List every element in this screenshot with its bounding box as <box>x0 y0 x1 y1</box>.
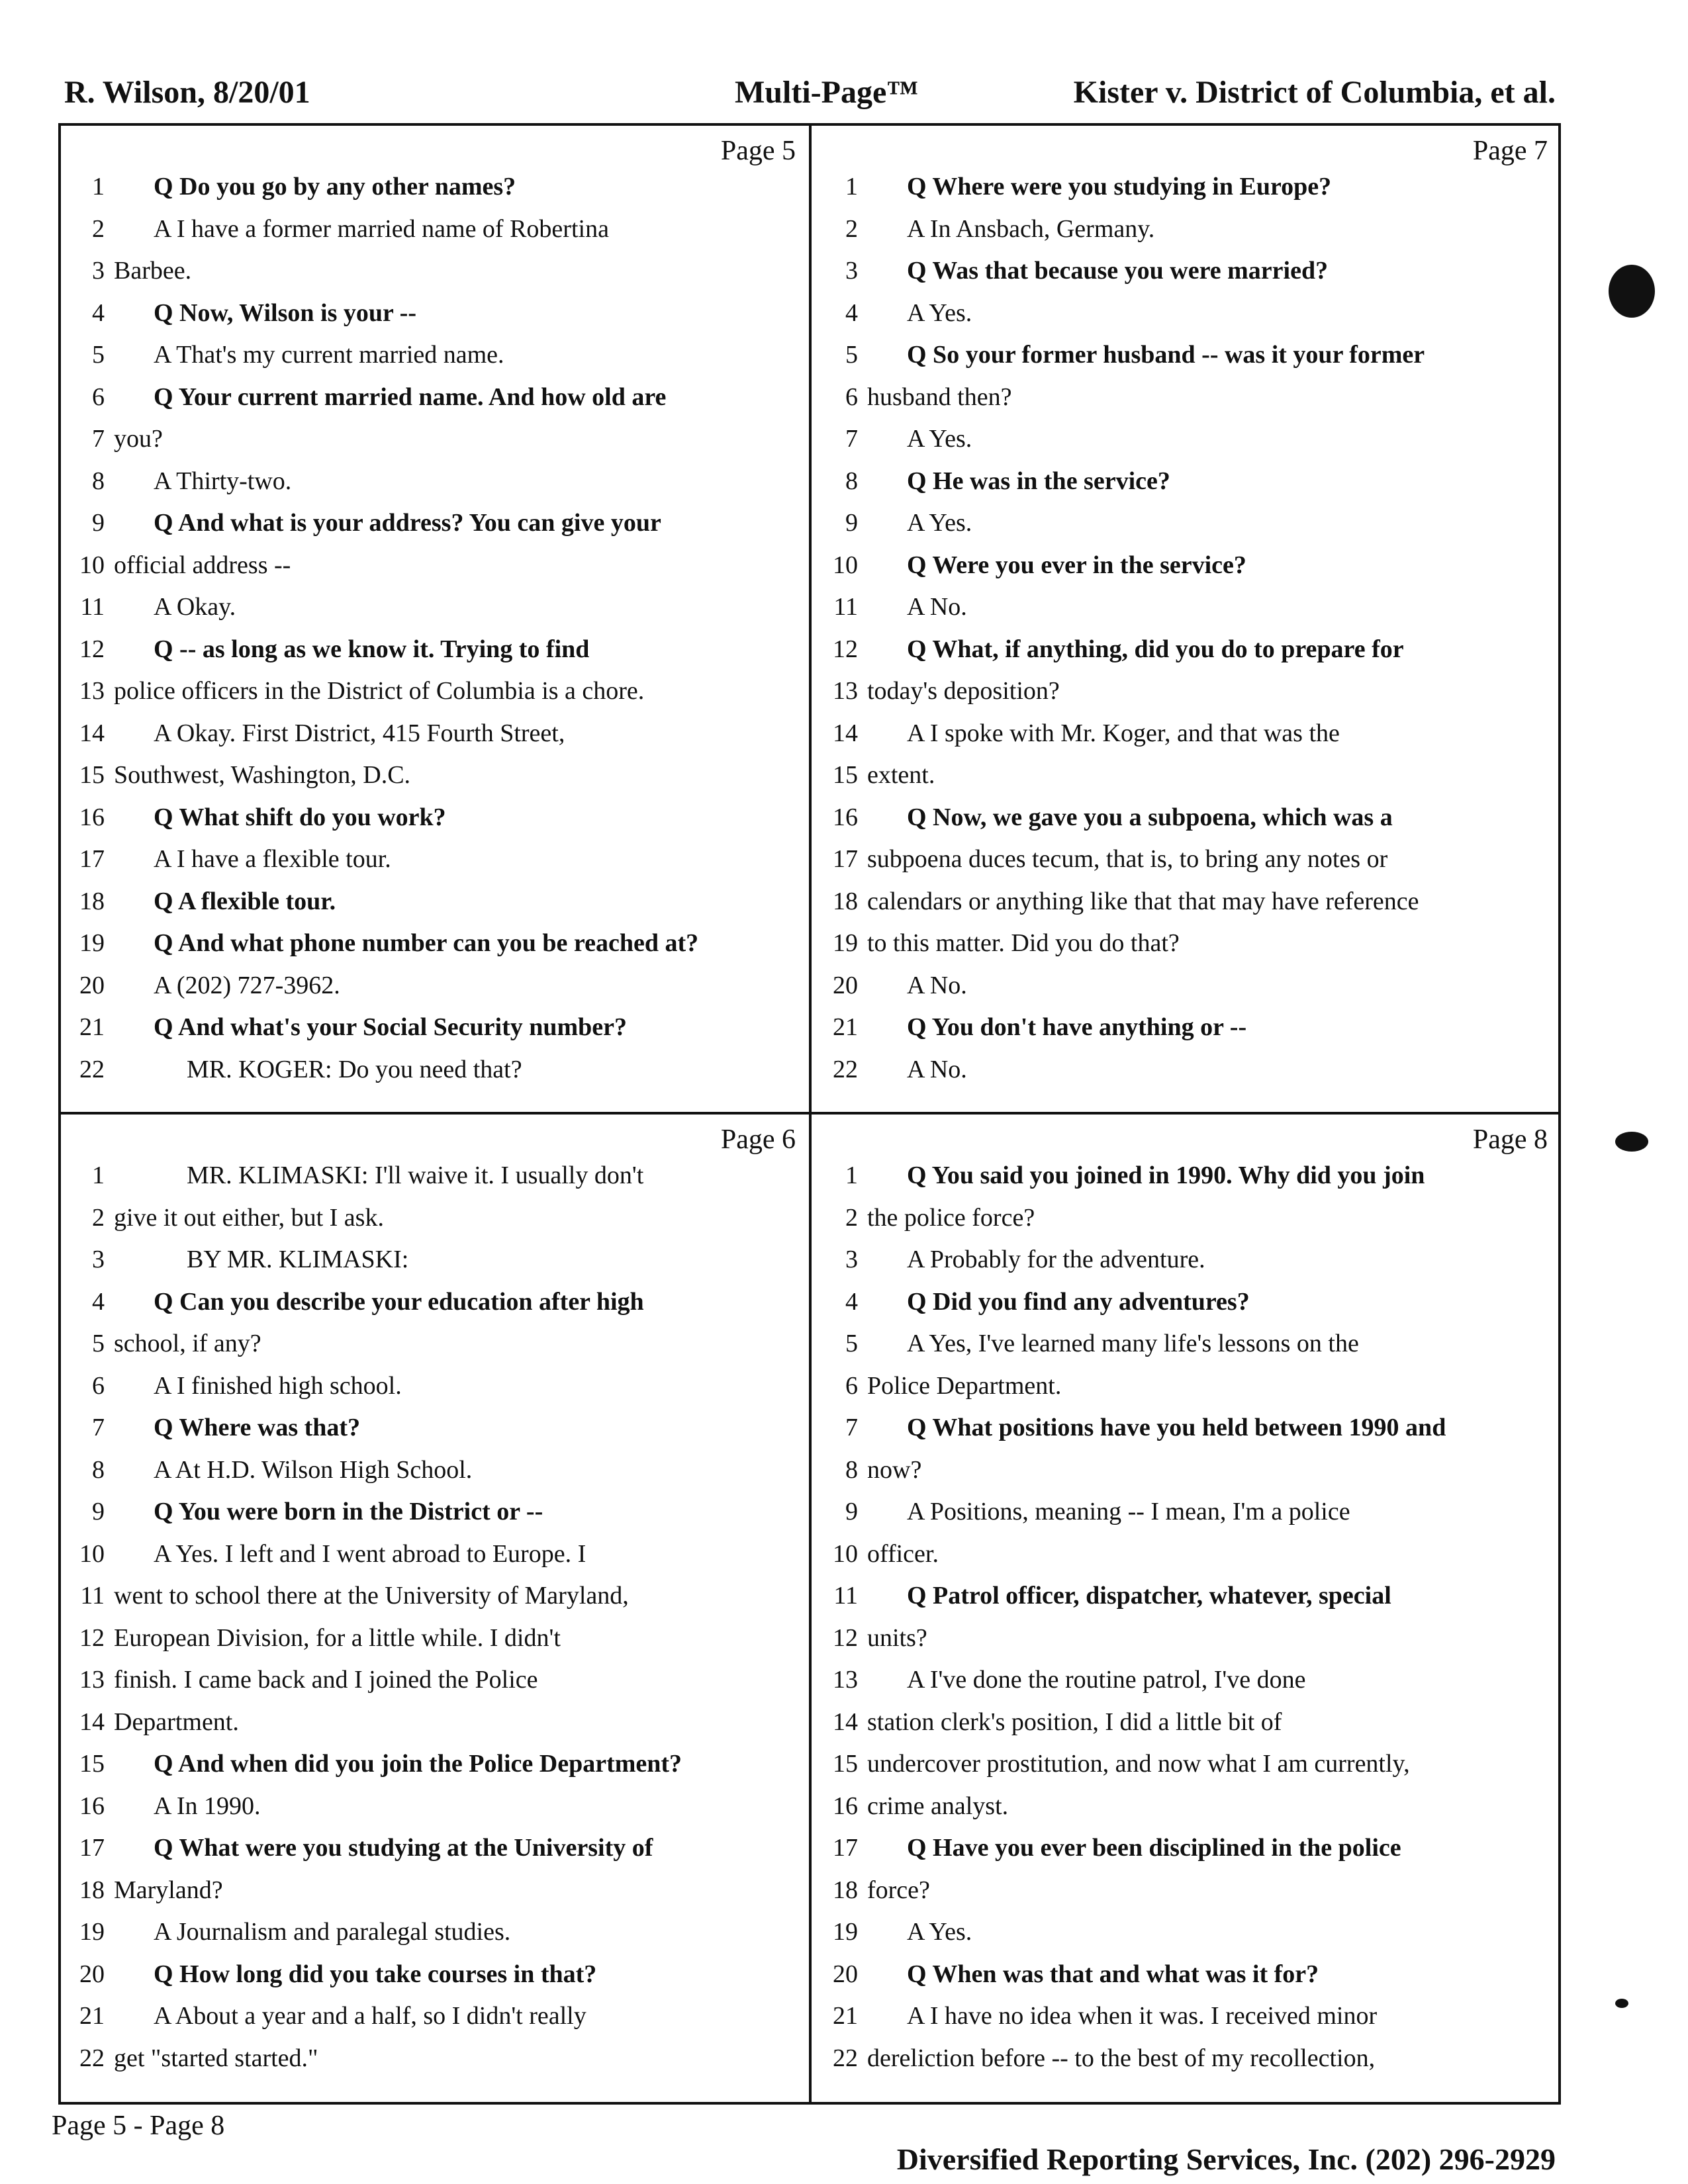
line-number: 22 <box>79 1055 105 1083</box>
transcript-line <box>64 461 291 501</box>
line-number: 18 <box>79 887 105 915</box>
line-text: European Division, for a little while. I didn't <box>114 1623 561 1652</box>
transcript-line <box>64 1366 402 1406</box>
transcript-line <box>817 1408 1446 1447</box>
transcript-line <box>817 1324 1359 1363</box>
transcript-line <box>817 377 1011 417</box>
line-text: Q Now, we gave you a subpoena, which was a <box>907 803 1393 831</box>
transcript-line <box>64 251 191 291</box>
line-number: 1 <box>845 1161 858 1189</box>
scan-smudge <box>1615 1132 1648 1152</box>
transcript-line <box>817 629 1404 669</box>
line-text: A Okay. <box>154 593 236 621</box>
transcript-line <box>64 1156 643 1195</box>
line-text: Q And what is your address? You can give your <box>154 509 661 537</box>
line-text: Maryland? <box>114 1876 223 1904</box>
line-number: 14 <box>833 1707 858 1736</box>
line-number: 8 <box>92 467 105 495</box>
line-text: A About a year and a half, so I didn't really <box>154 2002 586 2030</box>
header-format: Multi-Page™ <box>735 75 919 110</box>
line-text: Q Patrol officer, dispatcher, whatever, special <box>907 1582 1391 1610</box>
line-number: 13 <box>79 677 105 705</box>
transcript-line <box>817 2038 1375 2078</box>
line-number: 20 <box>79 1960 105 1988</box>
line-text: Q -- as long as we know it. Trying to find <box>154 635 590 663</box>
transcript-page <box>817 130 1556 1109</box>
scan-smudge <box>1615 1999 1628 2008</box>
line-number: 6 <box>845 383 858 411</box>
line-number: 21 <box>79 2002 105 2030</box>
line-text: Q Can you describe your education after high <box>154 1287 644 1316</box>
transcript-line <box>64 209 609 249</box>
line-number: 12 <box>79 1623 105 1652</box>
line-text: Q So your former husband -- was it your former <box>907 341 1425 369</box>
line-number: 9 <box>92 1498 105 1525</box>
transcript-line <box>64 1450 472 1490</box>
line-text: Q You said you joined in 1990. Why did you join <box>907 1161 1425 1189</box>
transcript-line <box>64 882 336 921</box>
line-text: A Positions, meaning -- I mean, I'm a police <box>907 1498 1350 1525</box>
page-number-label: Page 6 <box>720 1124 796 1155</box>
transcript-line <box>817 419 972 459</box>
transcript-line <box>817 1534 939 1574</box>
transcript-line <box>64 2038 318 2078</box>
line-number: 9 <box>845 1498 858 1525</box>
line-number: 10 <box>833 1539 858 1568</box>
line-number: 13 <box>79 1666 105 1694</box>
line-text: Q What, if anything, did you do to prepare for <box>907 635 1404 663</box>
line-text: Q Were you ever in the service? <box>907 551 1246 579</box>
transcript-line <box>817 797 1393 837</box>
line-text: school, if any? <box>114 1330 261 1357</box>
line-number: 4 <box>845 1287 858 1316</box>
line-text: finish. I came back and I joined the Police <box>114 1666 538 1694</box>
line-number: 17 <box>833 845 858 873</box>
transcript-line <box>817 461 1170 501</box>
page-number-label: Page 8 <box>1472 1124 1548 1155</box>
line-number: 5 <box>845 1330 858 1357</box>
line-text: A In 1990. <box>154 1792 261 1820</box>
transcript-line <box>817 1240 1205 1279</box>
line-text: A No. <box>907 1055 967 1083</box>
line-number: 4 <box>92 298 105 327</box>
line-text: Q You don't have anything or -- <box>907 1013 1247 1041</box>
transcript-page <box>64 130 804 1109</box>
line-number: 16 <box>833 803 858 831</box>
transcript-page <box>64 1118 804 2098</box>
line-number: 3 <box>845 1246 858 1273</box>
line-number: 14 <box>79 1707 105 1736</box>
line-text: A I spoke with Mr. Koger, and that was the <box>907 719 1340 747</box>
transcript-line <box>64 1240 408 1279</box>
transcript-line <box>64 1576 629 1615</box>
transcript-line <box>64 1534 586 1574</box>
line-number: 15 <box>833 1750 858 1778</box>
line-text: A I've done the routine patrol, I've done <box>907 1666 1306 1694</box>
line-text: station clerk's position, I did a little bit of <box>867 1707 1282 1736</box>
transcript-line <box>817 335 1425 375</box>
line-text: Barbee. <box>114 257 192 285</box>
line-text: A I have a flexible tour. <box>154 845 391 873</box>
line-number: 6 <box>92 383 105 411</box>
transcript-line <box>64 839 391 879</box>
line-number: 12 <box>79 635 105 663</box>
transcript-line <box>64 1786 261 1826</box>
line-text: husband then? <box>867 383 1012 411</box>
transcript-line <box>64 545 291 585</box>
line-text: A I have no idea when it was. I received minor <box>907 2002 1378 2030</box>
transcript-line <box>64 1492 543 1531</box>
line-number: 16 <box>79 803 105 831</box>
transcript-line <box>64 1198 384 1238</box>
line-number: 2 <box>845 214 858 243</box>
line-text: Q What were you studying at the University of <box>154 1834 653 1862</box>
line-number: 12 <box>833 1623 858 1652</box>
transcript-line <box>817 251 1328 291</box>
transcript-line <box>817 1828 1401 1868</box>
line-number: 1 <box>845 173 858 201</box>
line-number: 10 <box>79 551 105 579</box>
transcript-line <box>817 1050 967 1089</box>
line-number: 22 <box>833 1055 858 1083</box>
line-text: Southwest, Washington, D.C. <box>114 761 411 789</box>
line-text: A Thirty-two. <box>154 467 292 495</box>
transcript-line <box>817 1954 1319 1994</box>
line-text: Q And what's your Social Security number? <box>154 1013 628 1041</box>
line-number: 11 <box>80 1582 105 1610</box>
line-number: 17 <box>79 845 105 873</box>
transcript-line <box>817 503 972 543</box>
transcript-line <box>817 1450 921 1490</box>
line-number: 15 <box>79 761 105 789</box>
transcript-line <box>64 293 416 333</box>
line-text: A That's my current married name. <box>154 341 504 369</box>
transcript-line <box>64 1744 682 1784</box>
transcript-line <box>817 1007 1246 1047</box>
transcript-line <box>64 1954 596 1994</box>
transcript-line <box>64 1870 223 1910</box>
line-text: to this matter. Did you do that? <box>867 929 1180 957</box>
transcript-line <box>817 1618 927 1658</box>
line-number: 6 <box>92 1371 105 1400</box>
line-number: 9 <box>845 509 858 537</box>
footer-page-range: Page 5 - Page 8 <box>52 2111 225 2141</box>
line-text: A Yes. I left and I went abroad to Europe. I <box>154 1539 586 1568</box>
line-number: 11 <box>80 593 105 621</box>
transcript-line <box>817 1744 1410 1784</box>
line-number: 12 <box>833 635 858 663</box>
transcript-line <box>817 713 1340 753</box>
transcript-line <box>64 1828 653 1868</box>
line-number: 15 <box>833 761 858 789</box>
line-number: 7 <box>92 425 105 453</box>
line-text: Q He was in the service? <box>907 467 1170 495</box>
transcript-line <box>817 209 1154 249</box>
line-number: 3 <box>92 1246 105 1273</box>
line-number: 5 <box>92 341 105 369</box>
line-number: 19 <box>79 929 105 957</box>
line-number: 3 <box>92 257 105 285</box>
line-text: A No. <box>907 971 967 999</box>
transcript-line <box>64 1996 586 2036</box>
line-text: official address -- <box>114 551 291 579</box>
transcript-line <box>817 1996 1377 2036</box>
line-number: 9 <box>92 509 105 537</box>
line-number: 1 <box>92 173 105 201</box>
line-text: MR. KLIMASKI: I'll waive it. I usually don't <box>187 1161 644 1189</box>
transcript-line <box>817 966 967 1005</box>
line-number: 21 <box>79 1013 105 1041</box>
line-number: 18 <box>833 1876 858 1904</box>
transcript-line <box>64 966 340 1005</box>
line-number: 11 <box>833 1582 858 1610</box>
transcript-line <box>817 1366 1061 1406</box>
row-divider <box>58 1112 1561 1115</box>
line-number: 11 <box>833 593 858 621</box>
transcript-line <box>817 839 1387 879</box>
line-text: Department. <box>114 1707 239 1736</box>
transcript-line <box>817 923 1180 963</box>
line-text: dereliction before -- to the best of my recollection, <box>867 2044 1376 2072</box>
line-number: 14 <box>833 719 858 747</box>
line-text: Q How long did you take courses in that? <box>154 1960 597 1988</box>
line-text: A In Ansbach, Germany. <box>907 214 1155 243</box>
line-text: A Yes. <box>907 298 972 327</box>
line-text: Q Did you find any adventures? <box>907 1287 1250 1316</box>
transcript-line <box>817 1702 1282 1742</box>
line-number: 8 <box>92 1455 105 1484</box>
transcript-line <box>64 503 661 543</box>
line-text: BY MR. KLIMASKI: <box>187 1246 409 1273</box>
line-text: Q Your current married name. And how old are <box>154 383 667 411</box>
line-number: 20 <box>833 1960 858 1988</box>
line-number: 2 <box>845 1203 858 1232</box>
line-number: 16 <box>79 1792 105 1820</box>
line-text: A I finished high school. <box>154 1371 402 1400</box>
transcript-line <box>64 923 698 963</box>
line-number: 13 <box>833 1666 858 1694</box>
transcript-line <box>817 1156 1425 1195</box>
transcript-line <box>817 293 972 333</box>
line-text: A Yes. <box>907 1918 972 1946</box>
line-text: give it out either, but I ask. <box>114 1203 384 1232</box>
transcript-line <box>64 797 446 837</box>
line-text: A Yes. <box>907 425 972 453</box>
line-number: 21 <box>833 2002 858 2030</box>
transcript-line <box>64 587 236 627</box>
line-number: 1 <box>92 1161 105 1189</box>
line-text: Police Department. <box>867 1371 1062 1400</box>
line-number: 13 <box>833 677 858 705</box>
line-number: 19 <box>79 1918 105 1946</box>
line-text: Q What positions have you held between 1990 and <box>907 1414 1446 1441</box>
transcript-line <box>817 1912 972 1952</box>
line-number: 6 <box>845 1371 858 1400</box>
line-text: extent. <box>867 761 935 789</box>
transcript-page <box>817 1118 1556 2098</box>
transcript-line <box>64 1660 538 1700</box>
header-case-title: Kister v. District of Columbia, et al. <box>1073 75 1556 110</box>
transcript-line <box>817 1492 1350 1531</box>
line-number: 4 <box>845 298 858 327</box>
transcript-line <box>64 1912 510 1952</box>
line-text: subpoena duces tecum, that is, to bring any notes or <box>867 845 1388 873</box>
transcript-line <box>64 671 644 711</box>
transcript-line <box>64 377 666 417</box>
line-text: Q Where were you studying in Europe? <box>907 173 1332 201</box>
line-text: A No. <box>907 593 967 621</box>
line-number: 8 <box>845 467 858 495</box>
line-text: the police force? <box>867 1203 1035 1232</box>
line-text: A Probably for the adventure. <box>907 1246 1205 1273</box>
transcript-line <box>64 713 565 753</box>
line-number: 17 <box>833 1834 858 1862</box>
line-text: A Okay. First District, 415 Fourth Street, <box>154 719 565 747</box>
line-text: Q And when did you join the Police Department? <box>154 1750 682 1778</box>
transcript-line <box>64 1324 261 1363</box>
line-text: Q Where was that? <box>154 1414 361 1441</box>
transcript-line <box>817 1870 930 1910</box>
line-number: 5 <box>92 1330 105 1357</box>
header-deponent: R. Wilson, 8/20/01 <box>64 75 310 110</box>
line-number: 21 <box>833 1013 858 1041</box>
transcript-line <box>64 1618 561 1658</box>
line-number: 19 <box>833 929 858 957</box>
line-number: 8 <box>845 1455 858 1484</box>
page-number-label: Page 7 <box>1472 136 1548 166</box>
transcript-line <box>64 629 589 669</box>
line-text: police officers in the District of Columbia is a chore. <box>114 677 645 705</box>
transcript-line <box>64 1050 522 1089</box>
transcript-line <box>817 167 1331 206</box>
footer-reporting-service: Diversified Reporting Services, Inc. (202) 296-2929 <box>896 2142 1556 2176</box>
line-number: 20 <box>833 971 858 999</box>
line-number: 10 <box>833 551 858 579</box>
line-text: Q When was that and what was it for? <box>907 1960 1319 1988</box>
scan-smudge <box>1609 265 1655 318</box>
line-text: Q A flexible tour. <box>154 887 336 915</box>
line-number: 22 <box>79 2044 105 2072</box>
line-number: 10 <box>79 1539 105 1568</box>
transcript-line <box>64 419 163 459</box>
transcript-line <box>64 335 504 375</box>
transcript-line <box>64 1408 360 1447</box>
line-text: A Yes. <box>907 509 972 537</box>
line-text: undercover prostitution, and now what I am currently, <box>867 1750 1410 1778</box>
line-text: Q What shift do you work? <box>154 803 446 831</box>
transcript-line <box>64 1282 644 1322</box>
line-text: force? <box>867 1876 930 1904</box>
line-text: A Journalism and paralegal studies. <box>154 1918 511 1946</box>
line-number: 2 <box>92 214 105 243</box>
line-number: 15 <box>79 1750 105 1778</box>
line-text: you? <box>114 425 163 453</box>
line-text: MR. KOGER: Do you need that? <box>187 1055 522 1083</box>
transcript-line <box>817 1576 1391 1615</box>
line-number: 17 <box>79 1834 105 1862</box>
line-text: A Yes, I've learned many life's lessons on the <box>907 1330 1359 1357</box>
line-number: 19 <box>833 1918 858 1946</box>
transcript-line <box>64 1007 627 1047</box>
line-text: get "started started." <box>114 2044 318 2072</box>
line-text: now? <box>867 1455 922 1484</box>
line-text: units? <box>867 1623 927 1652</box>
line-number: 2 <box>92 1203 105 1232</box>
transcript-line <box>817 1198 1035 1238</box>
line-text: Q Have you ever been disciplined in the police <box>907 1834 1401 1862</box>
line-text: Q You were born in the District or -- <box>154 1498 543 1525</box>
line-text: calendars or anything like that that may have reference <box>867 887 1419 915</box>
line-text: Q Was that because you were married? <box>907 257 1329 285</box>
transcript-line <box>817 882 1419 921</box>
line-number: 20 <box>79 971 105 999</box>
transcript-line <box>64 755 410 795</box>
line-number: 22 <box>833 2044 858 2072</box>
transcript-line <box>64 167 516 206</box>
transcript-line <box>817 1660 1306 1700</box>
line-number: 7 <box>845 425 858 453</box>
line-number: 16 <box>833 1792 858 1820</box>
transcript-line <box>817 1282 1250 1322</box>
transcript-line <box>817 1786 1008 1826</box>
line-text: Q And what phone number can you be reached at? <box>154 929 699 957</box>
line-text: A At H.D. Wilson High School. <box>154 1455 473 1484</box>
transcript-line <box>817 587 967 627</box>
transcript-line <box>64 1702 239 1742</box>
line-number: 7 <box>845 1414 858 1441</box>
line-text: officer. <box>867 1539 939 1568</box>
line-number: 4 <box>92 1287 105 1316</box>
line-number: 18 <box>79 1876 105 1904</box>
line-number: 5 <box>845 341 858 369</box>
line-text: Q Now, Wilson is your -- <box>154 298 416 327</box>
line-text: Q Do you go by any other names? <box>154 173 516 201</box>
line-text: today's deposition? <box>867 677 1060 705</box>
line-text: A (202) 727-3962. <box>154 971 340 999</box>
transcript-line <box>817 755 935 795</box>
page-number-label: Page 5 <box>720 136 796 166</box>
line-text: crime analyst. <box>867 1792 1009 1820</box>
line-text: A I have a former married name of Robertina <box>154 214 609 243</box>
line-number: 7 <box>92 1414 105 1441</box>
line-number: 18 <box>833 887 858 915</box>
transcript-line <box>817 545 1246 585</box>
line-number: 3 <box>845 257 858 285</box>
line-text: went to school there at the University of Maryland, <box>114 1582 629 1610</box>
transcript-line <box>817 671 1060 711</box>
line-number: 14 <box>79 719 105 747</box>
